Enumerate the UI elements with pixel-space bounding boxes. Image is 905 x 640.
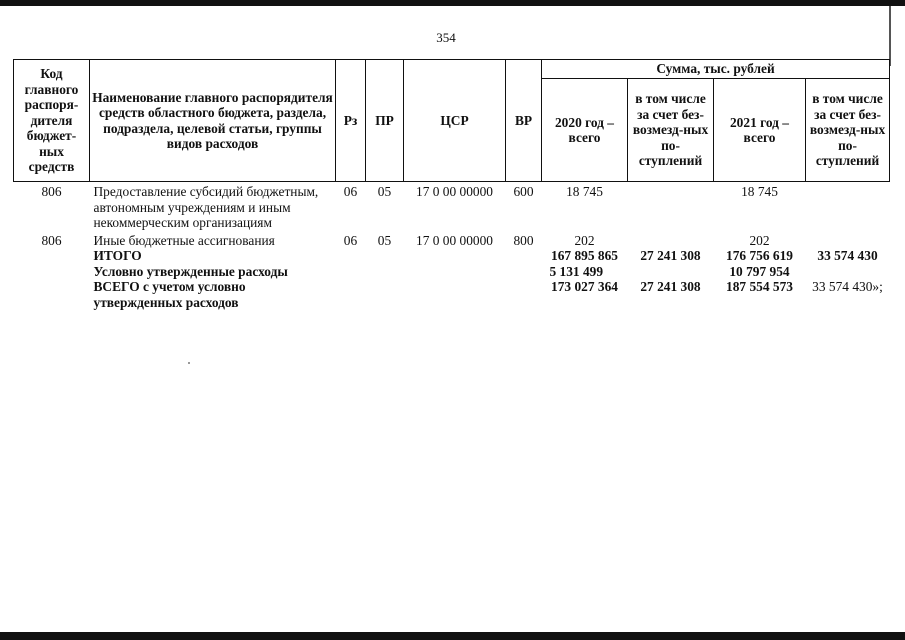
cell-2021-grants [806, 264, 890, 280]
budget-table [13, 59, 890, 310]
grand-total-label-text: ВСЕГО с учетом условно утвержденных расходов [93, 279, 246, 310]
cell-2020-grants [628, 231, 714, 249]
cell-name: Иные бюджетные ассигнования [93, 232, 275, 248]
cell-2020-total: 173 027 364 [551, 279, 618, 294]
cell-2020-total: 167 895 865 [551, 248, 618, 263]
cell-2021-grants [806, 182, 890, 231]
cell-rz: 06 [343, 232, 358, 248]
total-row [14, 248, 890, 264]
table-row [14, 231, 890, 249]
cell-rz: 06 [343, 184, 358, 199]
cell-2021-total: 10 797 954 [729, 263, 790, 279]
cell-2020-grants [628, 182, 714, 231]
cell-name: Предоставление субсидий бюджетным, автономным учреждениям и иным некоммерческим организациям [93, 184, 319, 230]
conditional-label: Условно утвержденные расходы [93, 263, 288, 279]
cell-2020-grants: 27 241 308 [640, 279, 701, 294]
header-2021-grants: в том числе за счет без-возмезд-ных по-ступлений [806, 79, 890, 182]
header-sum-group: Сумма, тыс. рублей [542, 60, 890, 79]
cell-code-empty [14, 248, 90, 264]
scan-border-top [0, 0, 905, 6]
scan-border-bottom [0, 632, 905, 640]
cell-2020-total: 202 [574, 232, 595, 248]
header-2020-grants: в том числе за счет без-возмезд-ных по-ступлений [628, 79, 714, 182]
cell-2020-grants [628, 264, 714, 280]
cell-code: 806 [41, 184, 62, 199]
header-row-top [14, 60, 890, 79]
cell-pr: 05 [377, 232, 392, 248]
header-vr: ВР [506, 60, 542, 182]
header-code: Код главного распоря-дителя бюджет-ных средств [14, 60, 90, 182]
cell-code-empty [14, 264, 90, 280]
cell-pr: 05 [377, 184, 392, 199]
cell-2021-grants: 33 574 430 [817, 248, 878, 263]
cell-2021-grants [806, 231, 890, 249]
cell-code-empty [14, 279, 90, 310]
header-2020-total: 2020 год – всего [542, 79, 628, 182]
header-pr: ПР [366, 60, 404, 182]
cell-2021-total: 18 745 [741, 184, 778, 199]
total-label: ИТОГО [93, 248, 142, 263]
cell-2020-total: 5 131 499 [549, 263, 604, 279]
header-csr: ЦСР [404, 60, 506, 182]
page-number: 354 [436, 30, 456, 45]
grand-total-label [90, 279, 542, 310]
scan-border-right [889, 6, 891, 66]
scan-speck [188, 362, 190, 364]
cell-2021-total: 187 554 573 [726, 279, 793, 294]
cell-vr: 600 [513, 184, 534, 199]
cell-vr: 800 [513, 232, 534, 248]
cell-2021-grants: 33 574 430»; [812, 279, 883, 294]
conditional-expenses-row [14, 264, 890, 280]
cell-code: 806 [41, 232, 62, 248]
cell-2021-total: 176 756 619 [726, 248, 793, 263]
header-rz: Рз [336, 60, 366, 182]
cell-2021-total: 202 [749, 232, 770, 248]
cell-2020-total: 18 745 [566, 184, 603, 199]
cell-csr: 17 0 00 00000 [416, 232, 493, 248]
grand-total-row [14, 279, 890, 310]
cell-2020-grants: 27 241 308 [640, 248, 701, 263]
header-2021-total: 2021 год – всего [714, 79, 806, 182]
header-name: Наименование главного распорядителя средств областного бюджета, раздела, подраздела, целевой статьи, группы видов расходов [90, 60, 336, 182]
cell-csr: 17 0 00 00000 [416, 184, 493, 199]
table-row [14, 182, 890, 231]
